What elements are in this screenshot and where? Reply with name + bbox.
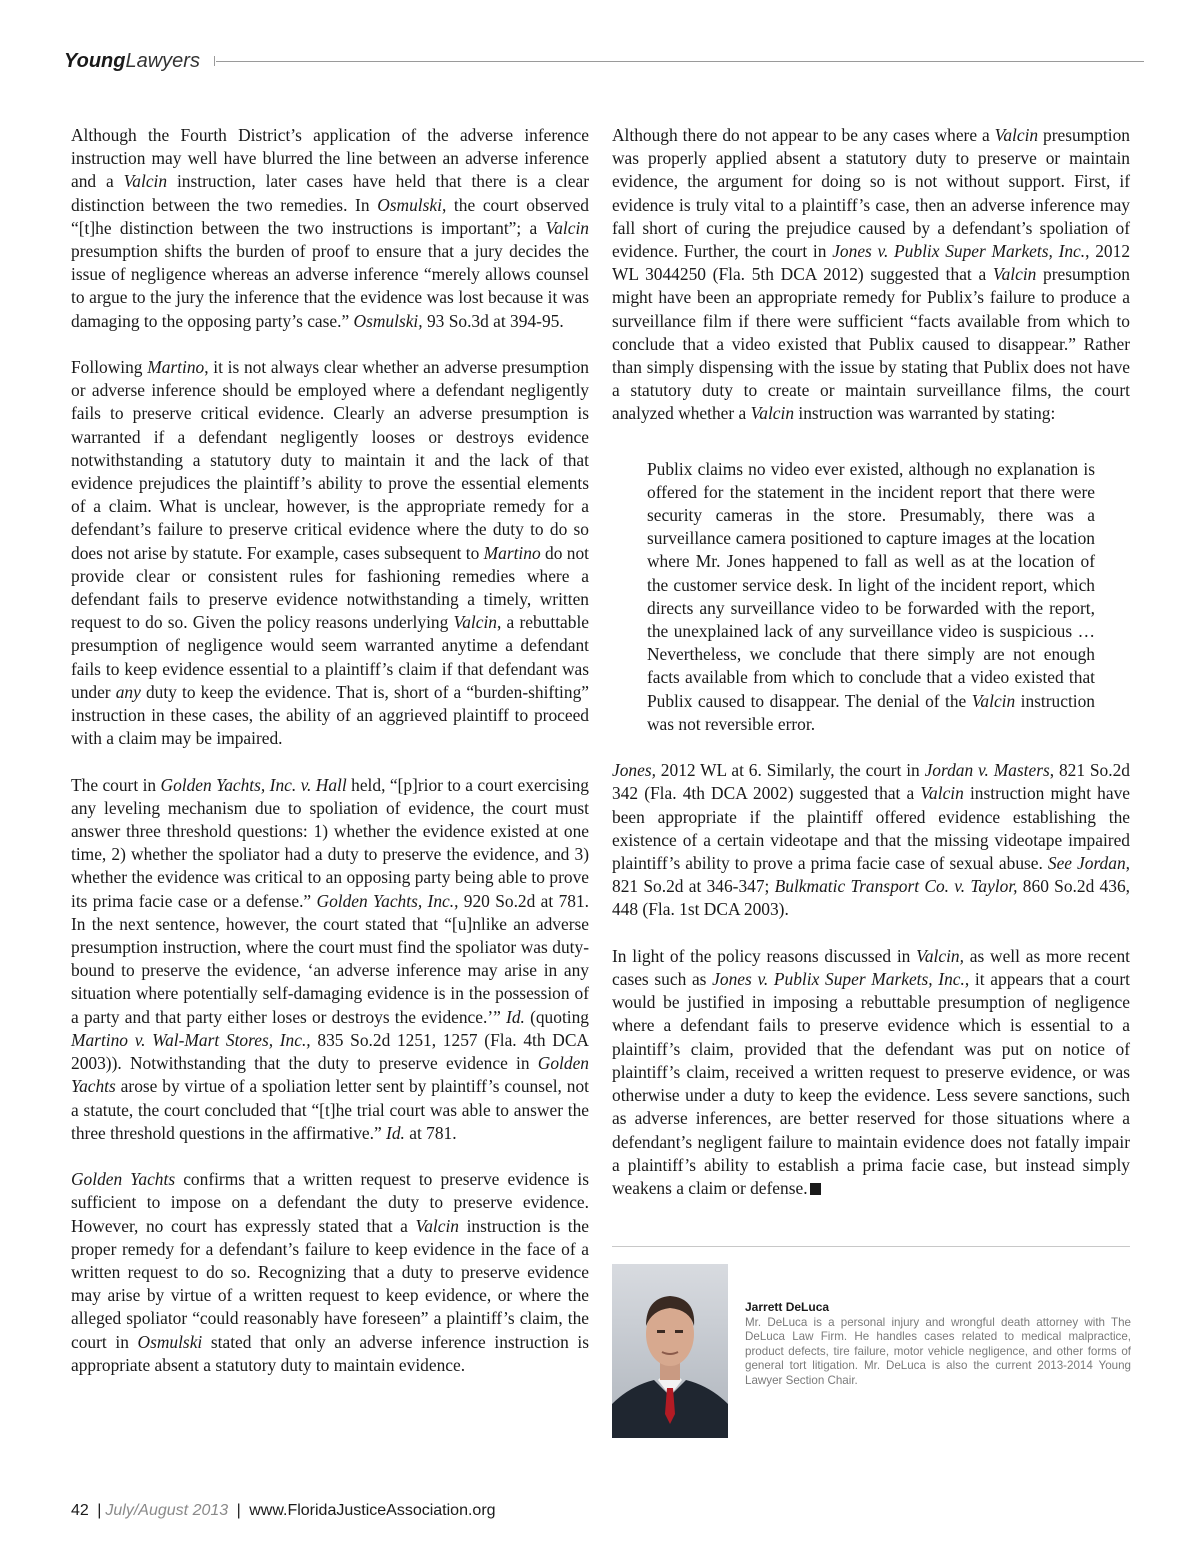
left-column: [71, 124, 589, 1377]
brand-young: Young: [64, 50, 126, 72]
brand-lawyers: Lawyers: [125, 50, 200, 72]
footer-separator: |: [97, 1502, 102, 1519]
right-column: [612, 124, 1130, 1200]
paragraph: Although there do not appear to be any cases where a Valcin presumption was properly applied absent a statutory duty to preserve or maintain evidence, the argument for doing so is not without support. First, if evidence is truly vital to a plaintiff’s case, then an adverse inference may fall short of curing the prejudice caused by a defendant’s spoliation of evidence. Further, the court in Jones v. Publix Super Markets, Inc., 2012 WL 3044250 (Fla. 5th DCA 2012) suggested that a Valcin presumption might have been an appropriate remedy for Publix’s failure to produce a surveillance film if there were sufficient “facts available from which to conclude that a video existed that Publix caused to disappear.” Rather than simply dispensing with the issue by stating that Publix does not have a statutory duty to create or maintain surveillance films, the court analyzed whether a Valcin instruction was warranted by stating:: [612, 125, 1131, 424]
website-link[interactable]: www.FloridaJusticeAssociation.org: [249, 1502, 496, 1519]
section-brand: [64, 48, 200, 74]
author-name: Jarrett DeLuca: [745, 1300, 830, 1314]
block-quote: Publix claims no video ever existed, although no explanation is offered for the statement in the incident report that there were security cameras in the store. Presumably, there was a surveillance camera positioned to capture images at the location where Mr. Jones happened to fall as well as at the location of the customer service desk. In light of the incident report, which directs any surveillance video to be forwarded with the report, the unexplained lack of any surveillance video is suspicious … Nevertheless, we conclude that there simply are not enough facts available from which to conclude that a video existed that Publix caused to disappear. The denial of the Valcin instruction was not reversible error.: [647, 458, 1096, 734]
header-rule-tick: [214, 56, 215, 66]
page-number: 42: [71, 1502, 89, 1519]
paragraph: In light of the policy reasons discussed in Valcin, as well as more recent cases such as Jones v. Publix Super Markets, Inc., it appears that a court would be justified in imposing a rebuttable presumption of negligence where a defendant fails to preserve evidence which is essential to a plaintiff’s claim, provided that the defendant was put on notice of plaintiff’s claim, received a written request to preserve evidence, or was otherwise under a duty to keep the evidence. Less severe sanctions, such as adverse inferences, are better reserved for those situations where a defendant’s negligent failure to maintain evidence does not fatally impair a plaintiff’s ability to establish a prima facie case, but instead simply weakens a claim or defense.: [612, 945, 1131, 1198]
author-description: Mr. DeLuca is a personal injury and wrongful death attorney with The DeLuca Law Firm. He handles cases related to medical malpractice, product defects, tire failure, motor vehicle negligence, and other forms of general tort litigation. Mr. DeLuca is also the current 2013-2014 Young Lawyer Section Chair.: [745, 1315, 1131, 1387]
paragraph: Jones, 2012 WL at 6. Similarly, the court in Jordan v. Masters, 821 So.2d 342 (Fla. 4th DCA 2002) suggested that a Valcin instruction might have been appropriate if the plaintiff offered evidence establishing the existence of a certain videotape and that the missing videotape impaired plaintiff’s ability to prove a prima facie case of sexual abuse. See Jordan, 821 So.2d at 346-347; Bulkmatic Transport Co. v. Taylor, 860 So.2d 436, 448 (Fla. 1st DCA 2003).: [612, 760, 1130, 920]
bio-divider: [612, 1246, 1130, 1247]
page-footer: [71, 1500, 496, 1522]
paragraph: Golden Yachts confirms that a written request to preserve evidence is sufficient to impose on a defendant the duty to preserve evidence. However, no court has expressly stated that a Valcin instruction is the proper remedy for a defendant’s failure to keep evidence in the face of a written request to do so. Recognizing that a duty to preserve evidence may arise by virtue of a written request to keep evidence, or where the alleged spoliator “could reasonably have foreseen” a plaintiff’s claim, the court in Osmulski stated that only an adverse inference instruction is appropriate absent a statutory duty to maintain evidence.: [71, 1169, 589, 1375]
paragraph: Following Martino, it is not always clear whether an adverse presumption or adverse inference should be employed where a defendant negligently fails to preserve critical evidence. Clearly an adverse presumption is warranted if a defendant negligently looses or destroys evidence notwithstanding a statutory duty to maintain it and the lack of that evidence prejudices the plaintiff’s ability to prove the essential elements of a claim. What is unclear, however, is the appropriate remedy for a defendant’s failure to preserve critical evidence where the duty to do so does not arise by statute. For example, cases subsequent to Martino do not provide clear or consistent rules for fashioning remedies where a defendant fails to preserve evidence notwithstanding a timely, written request to do so. Given the policy reasons underlying Valcin, a rebuttable presumption of negligence would seem warranted anytime a defendant fails to keep evidence essential to a plaintiff’s claim if that defendant was under any duty to keep the evidence. That is, short of a “burden-shifting” instruction in these cases, the ability of an aggrieved plaintiff to proceed with a claim may be impaired.: [71, 357, 590, 749]
author-photo: [612, 1264, 728, 1438]
end-mark-icon: [810, 1183, 821, 1195]
page-header: [64, 48, 1144, 76]
portrait-icon: [612, 1264, 728, 1438]
header-rule: [216, 61, 1144, 62]
issue-date: July/August 2013: [105, 1502, 229, 1519]
author-bio: [745, 1300, 1131, 1389]
paragraph: The court in Golden Yachts, Inc. v. Hall held, “[p]rior to a court exercising any leveling mechanism due to spoliation of evidence, the court must answer three threshold questions: 1) whether the evidence existed at one time, 2) whether the spoliator had a duty to preserve the evidence, and 3) whether the evidence was critical to an opposing party being able to prove its prima facie case or a defense.” Golden Yachts, Inc., 920 So.2d at 781. In the next sentence, however, the court stated that “[u]nlike an adverse presumption instruction, where the court must find the spoliator was duty-bound to preserve the evidence, ‘an adverse inference may arise in any situation where potentially self-damaging evidence is in the possession of a party and that party either loses or destroys the evidence.’” Id. (quoting Martino v. Wal-Mart Stores, Inc., 835 So.2d 1251, 1257 (Fla. 4th DCA 2003)). Notwithstanding that the duty to preserve evidence in Golden Yachts arose by virtue of a spoliation letter sent by plaintiff’s counsel, not a statute, the court concluded that “[t]he trial court was able to answer the three threshold questions in the affirmative.” Id. at 781.: [71, 774, 590, 1143]
footer-separator: |: [236, 1502, 241, 1519]
paragraph: Although the Fourth District’s application of the adverse inference instruction may well have blurred the line between an adverse inference and a Valcin instruction, later cases have held that there is a clear distinction between the two remedies. In Osmulski, the court observed “[t]he distinction between the two instructions is important”; a Valcin presumption shifts the burden of proof to ensure that a jury decides the issue of negligence whereas an adverse inference “merely allows counsel to argue to the jury the inference that the evidence was lost because it was damaging to the opposing party’s case.” Osmulski, 93 So.3d at 394-95.: [71, 125, 589, 331]
